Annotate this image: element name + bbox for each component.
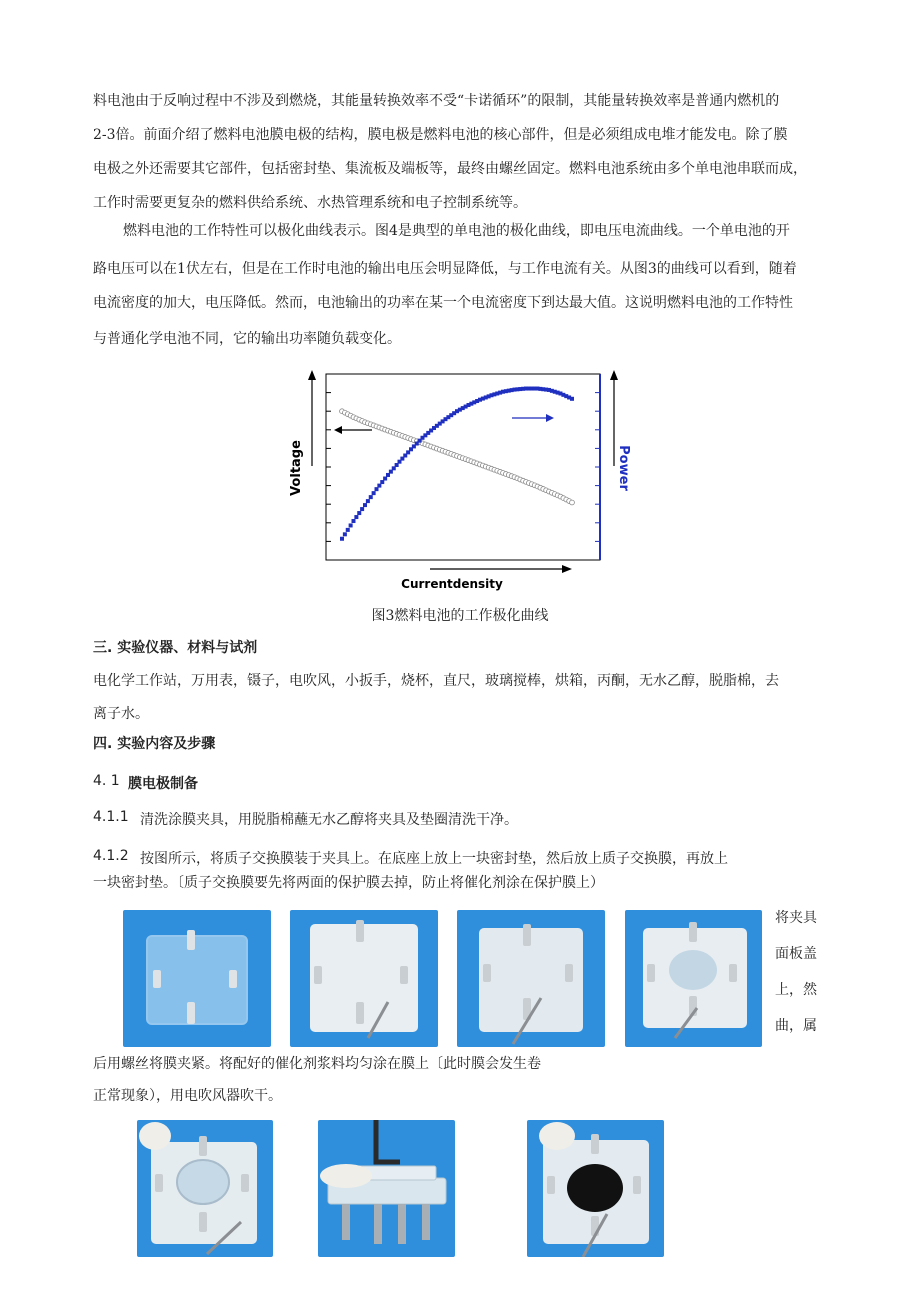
step1-number: 4.1.1 [93, 809, 129, 825]
polarization-chart [280, 362, 650, 597]
power-point [380, 480, 384, 484]
gasket-window-photo [625, 910, 762, 1047]
power-axis-label: Power [616, 445, 631, 491]
power-point [340, 537, 344, 541]
power-point [383, 477, 387, 481]
step2-line-1: 按图所示，将质子交换膜装于夹具上。在底座上放上一块密封垫，然后放上质子交换膜，再放上 [140, 851, 728, 867]
screw-tighten-photo [318, 1120, 455, 1257]
voltage-axis-label: Voltage [289, 440, 304, 496]
intro-line-2: 2-3倍。前面介绍了燃料电池膜电极的结构，膜电极是燃料电池的核心部件，但是必须组成电堆才能发电。除了膜 [93, 127, 788, 143]
power-direction-head [546, 414, 554, 422]
side-text [775, 900, 817, 1044]
voltage-arrowhead [308, 370, 316, 380]
power-point [570, 397, 574, 401]
membrane-tweezers-photo [457, 910, 605, 1047]
voltage-point [570, 500, 575, 505]
power-point [360, 507, 364, 511]
section3-heading: 三. 实验仪器、材料与试剂 [93, 640, 258, 656]
step2-number: 4.1.2 [93, 848, 129, 864]
side-text-2: 面板盖 [775, 946, 817, 962]
power-point [369, 495, 373, 499]
subsection-number: 4. 1 [93, 773, 120, 789]
figure-caption: 图3燃料电池的工作极化曲线 [371, 608, 549, 624]
intro-p2-line-3: 电流密度的加大，电压降低。然而，电池输出的功率在某一个电流密度下到达最大值。这说明燃料电池的工作特性 [93, 295, 793, 311]
power-point [363, 503, 367, 507]
clamp-base-photo [123, 910, 271, 1047]
power-point [352, 519, 356, 523]
current-arrowhead [562, 565, 572, 573]
side-text-3: 上，然 [775, 982, 817, 998]
power-point [366, 499, 370, 503]
panel-cover-photo [137, 1120, 273, 1257]
power-point [377, 484, 381, 488]
current-axis-label: Currentdensity [401, 577, 503, 591]
intro-line-1: 料电池由于反响过程中不涉及到燃烧，其能量转换效率不受“卡诺循环”的限制，其能量转换效率是普通内燃机的 [93, 93, 780, 109]
intro-line-3: 电极之外还需要其它部件，包括密封垫、集流板及端板等，最终由螺丝固定。燃料电池系统由多个单电池串联而成， [93, 161, 807, 177]
section3-line-1: 电化学工作站，万用表，镊子，电吹风，小扳手，烧杯，直尺，玻璃搅棒，烘箱，丙酮，无水乙醇，脱脂棉，去 [93, 673, 779, 689]
voltage-direction-head [334, 426, 342, 434]
plot-frame [326, 374, 600, 560]
power-point [357, 511, 361, 515]
step1-text: 清洗涂膜夹具，用脱脂棉蘸无水乙醇将夹具及垫圈清洗干净。 [140, 812, 518, 828]
power-point [372, 491, 376, 495]
section4-heading: 四. 实验内容及步骤 [93, 736, 216, 752]
after-line-1: 后用螺丝将膜夹紧。将配好的催化剂浆料均匀涂在膜上〔此时膜会发生卷 [93, 1056, 541, 1072]
power-point [343, 532, 347, 536]
step2-line-2: 一块密封垫。〔质子交换膜要先将两面的保护膜去掉，防止将催化剂涂在保护膜上） [93, 875, 604, 891]
catalyst-coated-photo [527, 1120, 664, 1257]
power-point [346, 528, 350, 532]
power-arrowhead [610, 370, 618, 380]
side-text-4: 曲，属 [775, 1018, 817, 1034]
intro-line-4: 工作时需要更复杂的燃料供给系统、水热管理系统和电子控制系统等。 [93, 195, 527, 211]
power-point [375, 487, 379, 491]
power-point [354, 515, 358, 519]
intro-p2-line-4: 与普通化学电池不同，它的输出功率随负载变化。 [93, 331, 401, 347]
section3-line-2: 离子水。 [93, 706, 149, 722]
intro-p2-line-2: 路电压可以在1伏左右，但是在工作时电池的输出电压会明显降低，与工作电流有关。从图3的曲线可以看到，随着 [93, 261, 797, 277]
side-text-1: 将夹具 [775, 910, 817, 926]
after-line-2: 正常现象），用电吹风器吹干。 [93, 1088, 282, 1104]
membrane-placed-photo [290, 910, 438, 1047]
power-point [349, 523, 353, 527]
intro-p2-line-1: 燃料电池的工作特性可以极化曲线表示。图4是典型的单电池的极化曲线，即电压电流曲线。一个单电池的开 [123, 223, 790, 239]
subsection-title: 膜电极制备 [128, 776, 198, 792]
